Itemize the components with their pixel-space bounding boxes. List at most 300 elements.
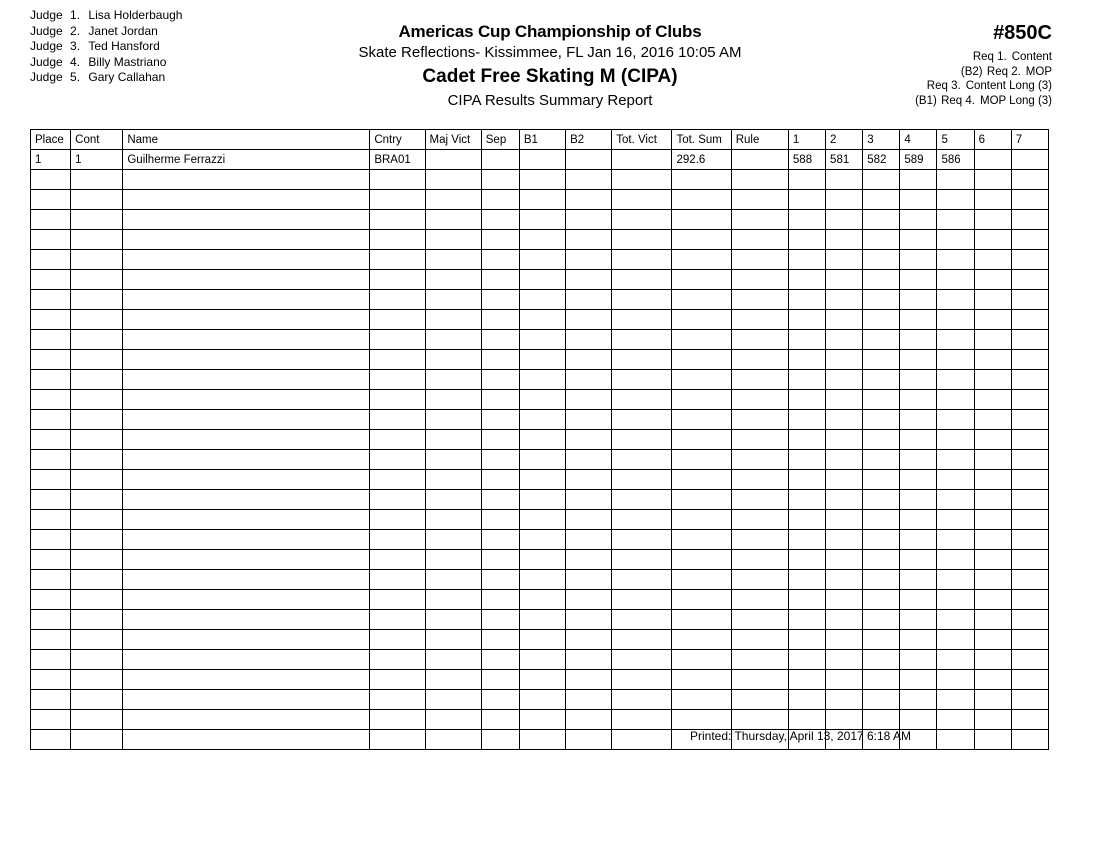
cell-empty (425, 290, 481, 310)
cell-empty (974, 210, 1011, 230)
cell-empty (425, 510, 481, 530)
cell-empty (123, 570, 370, 590)
cell-empty (481, 390, 519, 410)
judge-row (30, 8, 182, 24)
cell-empty (481, 170, 519, 190)
cell-empty (370, 670, 425, 690)
cell-empty (425, 170, 481, 190)
cell-empty (425, 570, 481, 590)
cell-empty (974, 690, 1011, 710)
cell-empty (425, 310, 481, 330)
cell-empty (566, 390, 612, 410)
cell-empty (1011, 410, 1048, 430)
cell-empty (481, 730, 519, 750)
cell-empty (731, 450, 788, 470)
cell-empty (481, 490, 519, 510)
cell-empty (1011, 490, 1048, 510)
cell-empty (566, 590, 612, 610)
cell-empty (672, 330, 731, 350)
cell-empty (566, 490, 612, 510)
cell-empty (974, 450, 1011, 470)
cell-empty (71, 650, 123, 670)
table-row (31, 610, 1049, 630)
cell-tot-sum: 292.6 (672, 150, 731, 170)
cell-empty (937, 410, 974, 430)
cell-empty (481, 650, 519, 670)
cell-empty (370, 490, 425, 510)
cell-judge-3: 582 (863, 150, 900, 170)
cell-empty (519, 350, 565, 370)
cell-empty (672, 490, 731, 510)
cell-empty (425, 390, 481, 410)
cell-empty (519, 510, 565, 530)
cell-empty (672, 550, 731, 570)
cell-empty (71, 230, 123, 250)
cell-empty (1011, 510, 1048, 530)
cell-empty (481, 630, 519, 650)
cell-empty (1011, 710, 1048, 730)
cell-empty (974, 730, 1011, 750)
cell-empty (900, 450, 937, 470)
judge-number: 4. (70, 54, 81, 69)
cell-empty (370, 690, 425, 710)
cell-empty (974, 290, 1011, 310)
cell-empty (826, 210, 863, 230)
cell-empty (370, 650, 425, 670)
cell-empty (481, 690, 519, 710)
cell-empty (826, 450, 863, 470)
cell-empty (788, 610, 825, 630)
cell-empty (937, 450, 974, 470)
cell-empty (566, 310, 612, 330)
cell-empty (481, 330, 519, 350)
cell-empty (123, 450, 370, 470)
cell-empty (71, 270, 123, 290)
cell-empty (672, 190, 731, 210)
judge-label: Judge (30, 54, 63, 69)
cell-empty (937, 710, 974, 730)
table-row (31, 290, 1049, 310)
cell-empty (612, 570, 672, 590)
cell-empty (826, 490, 863, 510)
cell-empty (71, 630, 123, 650)
cell-empty (788, 510, 825, 530)
cell-empty (566, 510, 612, 530)
cell-empty (31, 710, 71, 730)
cell-empty (788, 570, 825, 590)
cell-empty (788, 350, 825, 370)
cell-empty (863, 310, 900, 330)
cell-empty (71, 410, 123, 430)
cell-empty (481, 290, 519, 310)
report-title: CIPA Results Summary Report (447, 92, 653, 109)
cell-empty (788, 430, 825, 450)
cell-empty (937, 570, 974, 590)
cell-empty (900, 430, 937, 450)
cell-empty (123, 330, 370, 350)
cell-empty (425, 350, 481, 370)
cell-empty (863, 470, 900, 490)
cell-empty (31, 230, 71, 250)
column-header-rule: Rule (731, 130, 788, 150)
cell-empty (937, 430, 974, 450)
cell-empty (826, 590, 863, 610)
cell-empty (788, 170, 825, 190)
cell-empty (1011, 670, 1048, 690)
cell-empty (900, 490, 937, 510)
cell-empty (481, 350, 519, 370)
cell-empty (123, 630, 370, 650)
cell-empty (826, 710, 863, 730)
cell-empty (826, 650, 863, 670)
cell-empty (481, 310, 519, 330)
cell-empty (481, 230, 519, 250)
cell-empty (566, 650, 612, 670)
table-row (31, 550, 1049, 570)
cell-empty (672, 450, 731, 470)
cell-empty (425, 270, 481, 290)
cell-empty (788, 210, 825, 230)
cell-empty (123, 290, 370, 310)
cell-empty (863, 550, 900, 570)
cell-empty (123, 730, 370, 750)
cell-empty (731, 390, 788, 410)
cell-empty (1011, 610, 1048, 630)
cell-empty (566, 610, 612, 630)
requirement-label: Req 2. (986, 65, 1021, 78)
cell-empty (612, 470, 672, 490)
cell-empty (519, 610, 565, 630)
cell-empty (31, 670, 71, 690)
cell-empty (788, 690, 825, 710)
cell-empty (731, 530, 788, 550)
cell-empty (519, 690, 565, 710)
judge-label: Judge (30, 39, 63, 53)
cell-empty (937, 310, 974, 330)
cell-empty (31, 490, 71, 510)
cell-sep (481, 150, 519, 170)
cell-empty (731, 430, 788, 450)
judge-name: Billy Mastriano (88, 54, 167, 69)
cell-empty (974, 270, 1011, 290)
cell-empty (826, 510, 863, 530)
table-row (31, 530, 1049, 550)
cell-empty (612, 670, 672, 690)
cell-empty (612, 350, 672, 370)
cell-empty (900, 690, 937, 710)
cell-empty (31, 370, 71, 390)
cell-empty (863, 670, 900, 690)
cell-empty (974, 670, 1011, 690)
cell-empty (612, 410, 672, 430)
cell-empty (731, 370, 788, 390)
cell-empty (71, 590, 123, 610)
cell-empty (788, 250, 825, 270)
cell-empty (519, 730, 565, 750)
cell-empty (71, 670, 123, 690)
cell-empty (31, 410, 71, 430)
cell-empty (425, 630, 481, 650)
cell-empty (1011, 530, 1048, 550)
table-row (31, 350, 1049, 370)
cell-empty (370, 510, 425, 530)
cell-empty (863, 710, 900, 730)
cell-empty (519, 230, 565, 250)
cell-empty (31, 530, 71, 550)
cell-empty (1011, 190, 1048, 210)
cell-empty (566, 190, 612, 210)
cell-empty (731, 590, 788, 610)
cell-empty (123, 190, 370, 210)
cell-empty (481, 590, 519, 610)
cell-empty (519, 250, 565, 270)
cell-empty (123, 310, 370, 330)
cell-empty (672, 370, 731, 390)
cell-empty (31, 550, 71, 570)
cell-empty (826, 270, 863, 290)
cell-empty (1011, 330, 1048, 350)
cell-empty (863, 530, 900, 550)
cell-empty (612, 370, 672, 390)
cell-empty (863, 290, 900, 310)
cell-empty (566, 570, 612, 590)
cell-cont: 1 (71, 150, 123, 170)
cell-empty (937, 510, 974, 530)
cell-empty (481, 710, 519, 730)
requirement-code: (B1) (915, 94, 937, 107)
cell-empty (731, 330, 788, 350)
cell-empty (731, 670, 788, 690)
cell-empty (123, 610, 370, 630)
cell-empty (123, 350, 370, 370)
cell-empty (566, 690, 612, 710)
cell-empty (370, 410, 425, 430)
cell-empty (731, 690, 788, 710)
cell-empty (425, 370, 481, 390)
cell-empty (71, 310, 123, 330)
cell-empty (1011, 570, 1048, 590)
column-header-judge-2: 2 (826, 130, 863, 150)
cell-empty (863, 350, 900, 370)
cell-empty (672, 590, 731, 610)
cell-empty (370, 570, 425, 590)
cell-empty (481, 410, 519, 430)
judge-number: 3. (70, 39, 81, 53)
cell-empty (731, 510, 788, 530)
cell-empty (370, 730, 425, 750)
cell-empty (519, 270, 565, 290)
cell-empty (826, 290, 863, 310)
cell-empty (31, 270, 71, 290)
cell-empty (481, 510, 519, 530)
cell-judge-2: 581 (826, 150, 863, 170)
cell-empty (788, 390, 825, 410)
cell-empty (31, 470, 71, 490)
cell-empty (31, 510, 71, 530)
cell-empty (672, 570, 731, 590)
cell-empty (566, 230, 612, 250)
cell-empty (31, 250, 71, 270)
cell-empty (519, 210, 565, 230)
cell-empty (1011, 210, 1048, 230)
cell-empty (612, 690, 672, 710)
cell-empty (974, 550, 1011, 570)
cell-empty (788, 410, 825, 430)
cell-empty (672, 230, 731, 250)
judge-label: Judge (30, 23, 63, 38)
cell-empty (1011, 550, 1048, 570)
cell-empty (519, 170, 565, 190)
cell-empty (900, 170, 937, 190)
cell-empty (900, 530, 937, 550)
cell-empty (974, 250, 1011, 270)
cell-empty (566, 210, 612, 230)
event-number: #850C (993, 22, 1052, 44)
cell-empty (370, 550, 425, 570)
cell-empty (974, 350, 1011, 370)
cell-empty (731, 710, 788, 730)
cell-empty (937, 730, 974, 750)
cell-empty (826, 630, 863, 650)
table-row (31, 250, 1049, 270)
cell-empty (863, 230, 900, 250)
cell-empty (612, 290, 672, 310)
cell-empty (425, 610, 481, 630)
cell-empty (566, 730, 612, 750)
cell-empty (900, 210, 937, 230)
cell-empty (425, 490, 481, 510)
cell-empty (370, 430, 425, 450)
cell-empty (974, 490, 1011, 510)
cell-empty (900, 590, 937, 610)
judge-number: 1. (70, 8, 81, 22)
cell-empty (71, 390, 123, 410)
cell-empty (612, 190, 672, 210)
cell-empty (612, 250, 672, 270)
results-table-wrapper (30, 129, 1049, 750)
cell-empty (71, 350, 123, 370)
cell-empty (31, 350, 71, 370)
cell-empty (937, 370, 974, 390)
cell-empty (566, 550, 612, 570)
requirement-row (901, 79, 1052, 94)
cell-empty (425, 530, 481, 550)
cell-empty (31, 330, 71, 350)
cell-empty (31, 590, 71, 610)
cell-empty (1011, 470, 1048, 490)
cell-empty (900, 330, 937, 350)
cell-empty (731, 410, 788, 430)
cell-empty (731, 350, 788, 370)
cell-empty (612, 510, 672, 530)
cell-empty (71, 210, 123, 230)
table-row (31, 390, 1049, 410)
cell-empty (900, 310, 937, 330)
cell-name: Guilherme Ferrazzi (123, 150, 370, 170)
cell-empty (863, 690, 900, 710)
cell-rule (731, 150, 788, 170)
cell-empty (672, 350, 731, 370)
requirement-text: Content (1011, 51, 1052, 63)
cell-empty (1011, 350, 1048, 370)
cell-empty (481, 190, 519, 210)
cell-empty (519, 190, 565, 210)
cell-empty (481, 550, 519, 570)
cell-empty (481, 370, 519, 390)
cell-b1 (519, 150, 565, 170)
cell-empty (71, 170, 123, 190)
requirement-label: Req 1. (972, 51, 1007, 63)
cell-empty (788, 310, 825, 330)
cell-empty (863, 650, 900, 670)
cell-empty (863, 170, 900, 190)
cell-empty (788, 650, 825, 670)
cell-empty (425, 730, 481, 750)
cell-empty (71, 190, 123, 210)
judge-name: Ted Hansford (88, 39, 160, 53)
cell-empty (672, 290, 731, 310)
cell-empty (974, 710, 1011, 730)
cell-empty (672, 410, 731, 430)
cell-empty (826, 330, 863, 350)
column-header-judge-4: 4 (900, 130, 937, 150)
cell-empty (612, 650, 672, 670)
cell-empty (672, 430, 731, 450)
cell-empty (1011, 430, 1048, 450)
cell-empty (937, 190, 974, 210)
cell-judge-1: 588 (788, 150, 825, 170)
cell-empty (123, 410, 370, 430)
cell-empty (612, 210, 672, 230)
cell-empty (900, 570, 937, 590)
judge-row (30, 39, 182, 55)
cell-empty (370, 210, 425, 230)
cell-empty (900, 350, 937, 370)
cell-empty (937, 250, 974, 270)
column-header-cont: Cont (71, 130, 123, 150)
cell-empty (974, 390, 1011, 410)
cell-empty (612, 430, 672, 450)
cell-empty (900, 390, 937, 410)
table-row (31, 630, 1049, 650)
cell-empty (788, 710, 825, 730)
cell-empty (370, 590, 425, 610)
cell-empty (826, 190, 863, 210)
cell-empty (900, 610, 937, 630)
table-row (31, 710, 1049, 730)
cell-empty (425, 410, 481, 430)
cell-empty (826, 550, 863, 570)
table-row (31, 270, 1049, 290)
judge-label: Judge (30, 8, 63, 22)
cell-empty (425, 590, 481, 610)
cell-empty (937, 650, 974, 670)
cell-empty (370, 610, 425, 630)
cell-empty (519, 470, 565, 490)
cell-empty (731, 310, 788, 330)
cell-empty (826, 390, 863, 410)
cell-empty (900, 510, 937, 530)
cell-empty (481, 530, 519, 550)
cell-empty (974, 650, 1011, 670)
event-title: Cadet Free Skating M (CIPA) (422, 66, 678, 87)
cell-empty (519, 490, 565, 510)
judge-name: Gary Callahan (88, 70, 166, 84)
cell-empty (974, 510, 1011, 530)
cell-empty (612, 590, 672, 610)
cell-empty (71, 530, 123, 550)
cell-empty (519, 430, 565, 450)
